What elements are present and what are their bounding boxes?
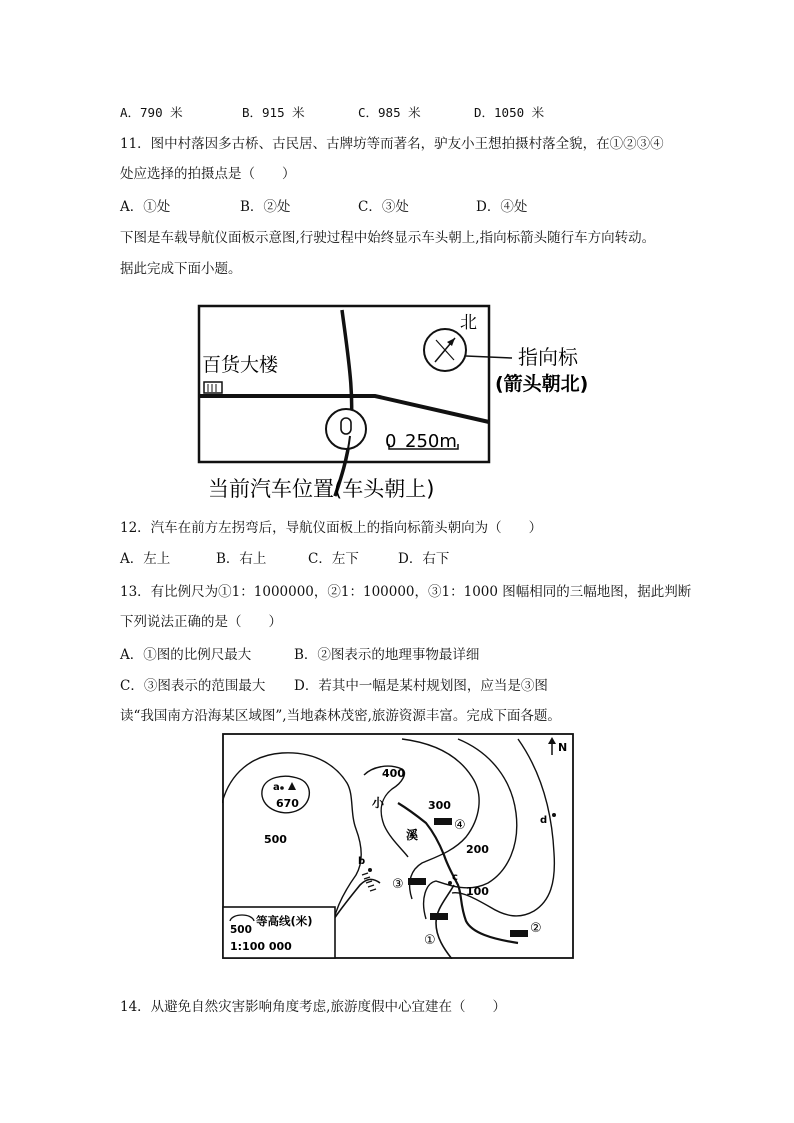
contour-label-400: 400	[382, 767, 405, 780]
point-b	[368, 868, 372, 872]
car-caption: 当前汽车位置(车头朝上)	[208, 477, 435, 501]
legend-value: 500	[230, 924, 252, 936]
q12-option-b: B．右上	[216, 551, 267, 567]
q12-stem: 12．汽车在前方左拐弯后，导航仪面板上的指向标箭头朝向为（ ）	[120, 520, 543, 536]
stream-char-2: 溪	[406, 828, 419, 842]
q13-option-a: A．①图的比例尺最大	[120, 647, 252, 663]
site-label-3: ③	[392, 877, 404, 892]
navigation-panel-figure	[190, 296, 610, 508]
building-label: 百货大楼	[202, 354, 279, 376]
point-label-d: d	[540, 815, 548, 826]
contour-label-300: 300	[428, 799, 451, 812]
q14-stem: 14．从避免自然灾害影响角度考虑,旅游度假中心宜建在（ ）	[120, 999, 506, 1015]
stream-char-1: 小	[372, 796, 385, 810]
car-circle	[326, 409, 366, 449]
contour-label-100: 100	[466, 885, 489, 898]
q13-stem-line2: 下列说法正确的是（ ）	[120, 614, 282, 630]
q12-option-d: D．右下	[398, 551, 450, 567]
q13-stem-line1: 13．有比例尺为①1：1000000，②1：100000，③1：1000 图幅相同的三幅地图，据此判断	[120, 584, 692, 600]
q11-option-d: D．④处	[476, 199, 528, 215]
q10-option-a: A．790 米	[120, 105, 183, 120]
nav-intro-line1: 下图是车载导航仪面板示意图,行驶过程中始终显示车头朝上,指向标箭头随行车方向转动。	[120, 230, 656, 246]
site-label-1: ①	[424, 933, 436, 948]
site-label-2: ②	[530, 921, 542, 936]
q10-option-b: B．915 米	[242, 105, 305, 120]
contour-label-200: 200	[466, 843, 489, 856]
nav-intro-line2: 据此完成下面小题。	[120, 261, 242, 277]
pointer-label-2: (箭头朝北)	[495, 373, 589, 395]
north-label-map: N	[558, 741, 568, 754]
point-label-b: b	[358, 856, 366, 867]
q13-option-d: D．若其中一幅是某村规划图，应当是③图	[294, 678, 548, 694]
q11-option-c: C．③处	[358, 199, 409, 215]
legend-scale: 1:100 000	[230, 940, 292, 953]
scale-zero: 0	[385, 431, 397, 452]
contour-map-figure	[222, 733, 574, 959]
pointer-leader-line	[466, 356, 512, 358]
q13-option-b: B．②图表示的地理事物最详细	[294, 647, 480, 663]
q11-stem-line1: 11．图中村落因多古桥、古民居、古牌坊等而著名，驴友小王想拍摄村落全貌，在①②③④	[120, 136, 664, 152]
peak-elevation: 670	[276, 797, 299, 810]
contour-label-500: 500	[264, 833, 287, 846]
q10-option-d: D．1050 米	[474, 105, 545, 120]
site-2-marker	[510, 930, 528, 937]
point-label-c: c	[452, 872, 458, 883]
building-icon	[204, 382, 222, 393]
legend-label: 等高线(米)	[256, 914, 313, 928]
q13-option-c: C．③图表示的范围最大	[120, 678, 266, 694]
site-3-marker	[408, 878, 426, 885]
site-label-4: ④	[454, 818, 466, 833]
map-intro: 读“我国南方沿海某区域图”,当地森林茂密,旅游资源丰富。完成下面各题。	[120, 708, 561, 724]
peak-label: a	[273, 782, 280, 793]
site-1-marker	[430, 913, 448, 920]
north-label: 北	[460, 313, 477, 333]
q10-option-c: C．985 米	[358, 105, 421, 120]
q12-option-c: C．左下	[308, 551, 359, 567]
pointer-label-1: 指向标	[518, 345, 578, 369]
q11-option-b: B．②处	[240, 199, 291, 215]
scale-value: 250m	[405, 431, 457, 452]
site-4-marker	[434, 818, 452, 825]
q12-option-a: A．左上	[120, 551, 171, 567]
point-d	[552, 813, 556, 817]
q11-option-a: A．①处	[120, 199, 171, 215]
q11-stem-line2: 处应选择的拍摄点是（ ）	[120, 166, 296, 182]
